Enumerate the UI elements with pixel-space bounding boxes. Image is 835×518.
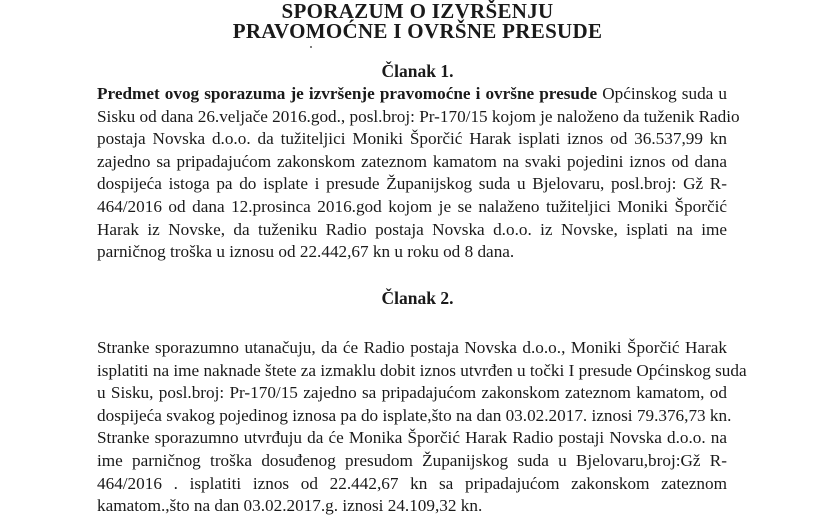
article-1-line: Sisku od dana 26.veljače 2016.god., posl.broj: Pr-170/15 kojom je naloženo da tuženik Radio xyxy=(97,106,740,126)
article-1-line: Harak iz Novske, da tuženiku Radio postaja Novska d.o.o. iz Novske, isplati na ime xyxy=(97,219,727,239)
article-1-heading: Članak 1. xyxy=(381,61,454,81)
article-1-line: postaja Novska d.o.o. da tužiteljici Moniki Šporčić Harak isplati iznos od 36.537,99 kn xyxy=(97,129,727,149)
article-1-line: 464/2016 od dana 12.prosinca 2016.god kojom je se nalaženo tužiteljici Moniki Šporčić xyxy=(97,196,727,216)
article-1-line: dospijeća istoga pa do isplate i presude Županijskog suda u Bjelovaru, posl.broj: Gž R- xyxy=(97,174,727,194)
article-2-line: u Sisku, posl.broj: Pr-170/15 zajedno sa pripadajućom zakonskom zateznom kamatom, od xyxy=(97,383,727,403)
article-2-line: ime parničnog troška dosuđenog presudom Županijskog suda u Bjelovaru,broj:Gž R- xyxy=(97,450,727,470)
article-2-line: Stranke sporazumno utvrđuju da će Monika Šporčić Harak Radio postaji Novska d.o.o. na xyxy=(97,428,727,448)
document-title-line-2: PRAVOMOĆNE I OVRŠNE PRESUDE xyxy=(232,19,603,43)
article-1-line: zajedno sa pripadajućom zakonskom zateznom kamatom na svaki pojedini iznos od dana xyxy=(97,151,727,171)
article-2-line: Stranke sporazumno utanačuju, da će Radio postaja Novska d.o.o., Moniki Šporčić Harak xyxy=(97,338,727,357)
article-1-paragraph xyxy=(97,83,740,264)
article-2-line: kamatom.,što na dan 03.02.2017.g. iznosi 24.109,32 kn. xyxy=(97,496,483,516)
article-1-lead-bold: Predmet ovog sporazuma je izvršenje pravomoćne i ovršne presude xyxy=(97,84,598,103)
article-2-line: 464/2016 . isplatiti iznos od 22.442,67 kn sa pripadajućom zakonskom zateznom xyxy=(97,473,727,493)
article-2-line: isplatiti na ime naknade štete za izmaklu dobit iznos utvrđen u točki I presude Općinskog suda xyxy=(97,360,747,380)
article-1-line: parničnog troška u iznosu od 22.442,67 kn u roku od 8 dana. xyxy=(97,242,515,262)
document-title-line-1: SPORAZUM O IZVRŠENJU xyxy=(281,0,554,23)
article-2-heading: Članak 2. xyxy=(381,288,454,308)
article-1-line xyxy=(97,83,727,106)
article-2-line: dospijeća svakog pojedinog iznosa pa do isplate,što na dan 03.02.2017. iznosi 79.376,73 kn. xyxy=(97,405,732,425)
scan-speck xyxy=(310,46,312,48)
article-1-line-text: Općinskog suda u xyxy=(597,84,727,103)
